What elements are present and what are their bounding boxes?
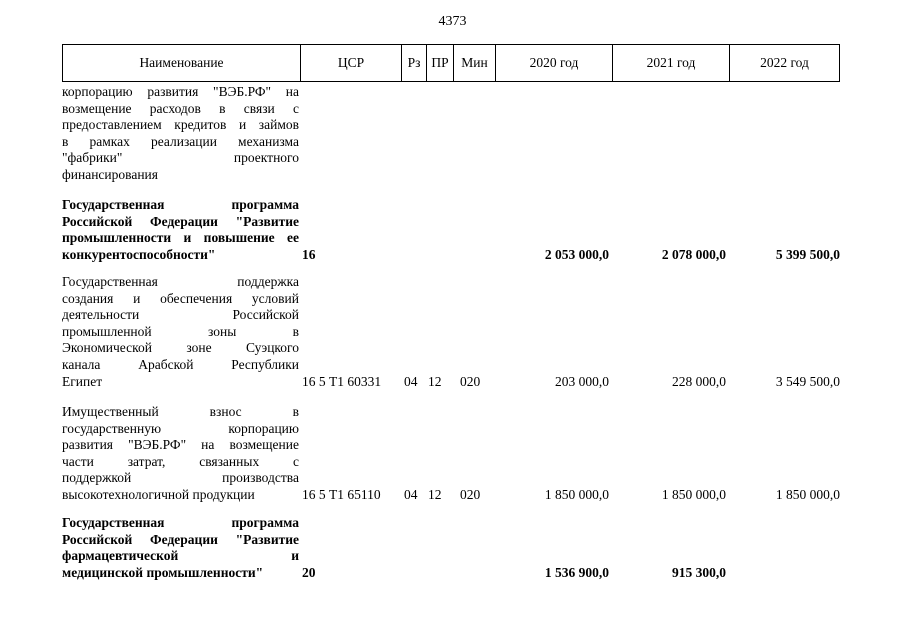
row-name-line: поддержкой производства [62,470,299,486]
cell-y2020: 203 000,0 [555,373,609,389]
row-name-line: промышленной зоны в [62,323,299,339]
row-name-line: корпорацию развития "ВЭБ.РФ" на [62,84,299,99]
cell-csr: 16 [302,246,316,262]
cell-y2021: 228 000,0 [672,373,726,389]
table-header [62,44,840,82]
cell-pr: 12 [428,487,442,502]
row-name-line: государственную корпорацию [62,420,299,436]
header-2021: 2021 год [612,45,729,81]
row-name [62,404,299,504]
row-name-line: создания и обеспечения условий [62,290,299,306]
header-rz: Рз [401,45,426,81]
row-name-line: Имущественный взнос в [62,404,299,419]
cell-y2022: 5 399 500,0 [775,246,840,262]
row-name-line: предоставлением кредитов и займов [62,117,299,133]
cell-y2021: 915 300,0 [672,564,726,580]
cell-y2020: 1 850 000,0 [544,487,609,502]
row-name-line: Египет [62,373,103,389]
cell-csr: 16 5 Т1 60331 [302,373,382,389]
cell-rz: 04 [404,373,418,389]
header-2020: 2020 год [495,45,612,81]
cell-csr: 16 5 Т1 65110 [302,487,381,502]
header-csr: ЦСР [300,45,401,81]
row-name-line: Государственная программа [62,515,299,530]
row-name [62,84,299,184]
row-name-line: "фабрики" проектного [62,150,299,166]
cell-y2020: 2 053 000,0 [544,246,609,262]
row-name [62,515,299,581]
row-name-line: Экономической зоне Суэцкого [62,340,299,356]
row-name-line: части затрат, связанных с [62,453,299,469]
header-name: Наименование [139,55,224,70]
row-name-line: Российской Федерации "Развитие [62,213,299,229]
row-name-line: Государственная программа [62,197,299,212]
cell-min: 020 [460,487,481,502]
cell-y2021: 1 850 000,0 [661,487,726,502]
cell-y2022: 3 549 500,0 [775,373,840,389]
cell-y2020: 1 536 900,0 [544,564,609,580]
row-name-line: фармацевтической и [62,548,299,564]
row-name-line: канала Арабской Республики [62,356,299,372]
page-number: 4373 [438,14,467,29]
cell-pr: 12 [428,373,442,389]
cell-y2021: 2 078 000,0 [661,246,726,262]
row-name-line: развития "ВЭБ.РФ" на возмещение [62,437,299,453]
header-2022: 2022 год [729,45,839,81]
row-name-line: Государственная поддержка [62,274,299,289]
row-name-line: конкурентоспособности" [62,246,216,262]
row-name-line: в рамках реализации механизма [62,133,299,149]
budget-table [62,44,840,580]
row-name-line: Российской Федерации "Развитие [62,531,299,547]
row-name-line: высокотехнологичной продукции [62,486,255,502]
header-pr: ПР [426,45,453,81]
row-name-line: медицинской промышленности" [62,564,264,580]
cell-rz: 04 [404,487,418,502]
row-name [62,197,299,263]
cell-y2022: 1 850 000,0 [775,487,840,502]
header-min: Мин [453,45,495,81]
row-name-line: деятельности Российской [62,307,299,323]
row-name-line: финансирования [62,166,158,182]
row-name-line: промышленности и повышение ее [62,230,299,246]
row-name [62,274,299,390]
cell-csr: 20 [302,564,316,580]
row-name-line: возмещение расходов в связи с [62,100,299,116]
cell-min: 020 [460,373,481,389]
